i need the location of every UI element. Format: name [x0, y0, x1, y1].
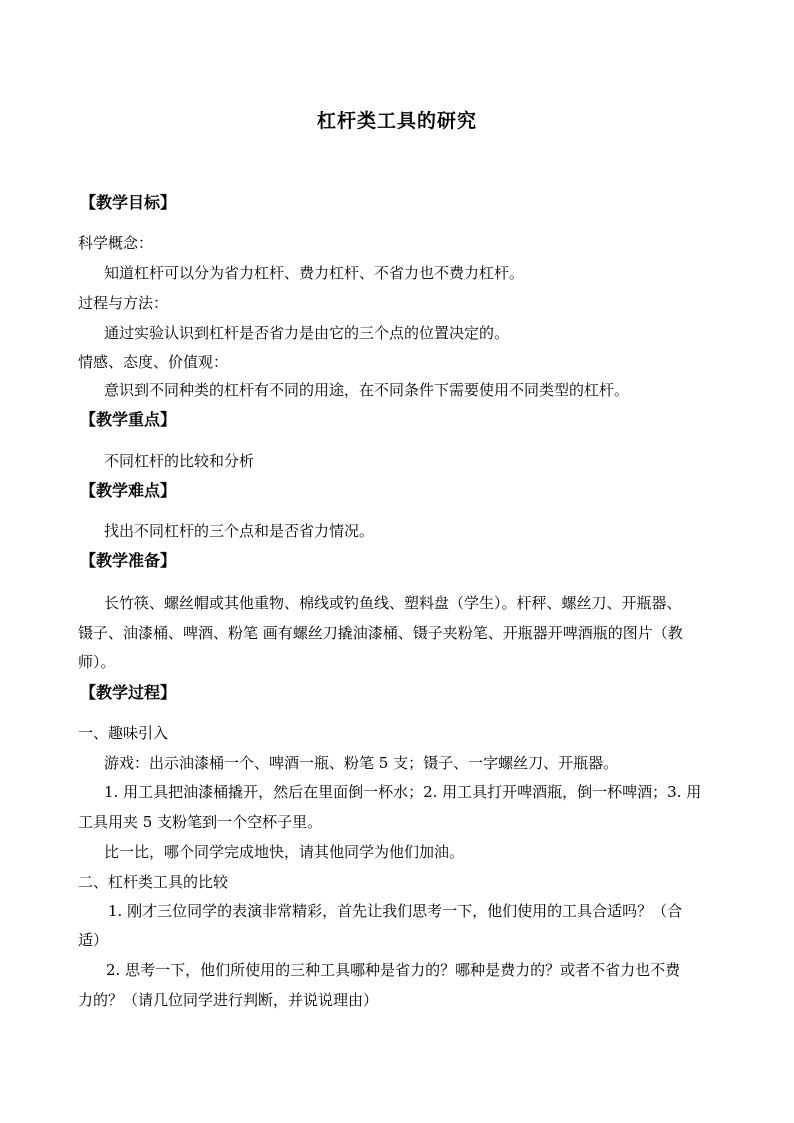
attitude-label: 情感、态度、价值观：: [78, 353, 229, 371]
goals-heading: 【教学目标】: [80, 193, 177, 212]
concept-label: 科学概念：: [78, 234, 154, 252]
preparation-heading: 【教学准备】: [80, 551, 177, 570]
part2-question-2-line-1: 2. 思考一下，他们所使用的三种工具哪种是省力的？哪种是费力的？或者不省力也不费: [106, 961, 681, 979]
preparation-line-2: 镊子、油漆桶、啤酒、粉笔 画有螺丝刀撬油漆桶、镊子夹粉笔、开瓶器开啤酒瓶的图片（教: [78, 624, 683, 642]
preparation-line-1: 长竹筷、螺丝帽或其他重物、棉线或钓鱼线、塑料盘（学生）。杆秤、螺丝刀、开瓶器、: [104, 594, 682, 612]
difficulty-text: 找出不同杠杆的三个点和是否省力情况。: [104, 522, 375, 540]
difficulty-heading: 【教学难点】: [80, 481, 177, 500]
document-title: 杠杆类工具的研究: [316, 110, 477, 132]
process-label: 过程与方法：: [78, 294, 169, 312]
part2-question-1-line-1: 1. 刚才三位同学的表演非常精彩，首先让我们思考一下，他们使用的工具合适吗？（合: [108, 902, 683, 920]
preparation-line-3: 师）。: [78, 653, 116, 671]
part1-compare: 比一比，哪个同学完成地快，请其他同学为他们加油。: [104, 843, 465, 861]
key-point-text: 不同杠杆的比较和分析: [104, 452, 255, 470]
part1-game: 游戏：出示油漆桶一个、啤酒一瓶、粉笔 5 支；镊子、一字螺丝刀、开瓶器。: [104, 754, 619, 772]
part1-title: 一、趣味引入: [78, 724, 169, 742]
part2-question-1-line-2: 适）: [78, 931, 109, 949]
part1-steps-line-2: 工具用夹 5 支粉笔到一个空杯子里。: [78, 813, 323, 831]
part2-question-2-line-2: 力的？（请几位同学进行判断，并说说理由）: [78, 991, 379, 1009]
process-text: 通过实验认识到杠杆是否省力是由它的三个点的位置决定的。: [104, 324, 510, 342]
concept-text: 知道杠杆可以分为省力杠杆、费力杠杆、不省力也不费力杠杆。: [104, 264, 525, 282]
part1-steps-line-1: 1. 用工具把油漆桶撬开，然后在里面倒一杯水；2. 用工具打开啤酒瓶，倒一杯啤酒；3. 用: [104, 783, 702, 801]
key-point-heading: 【教学重点】: [80, 410, 177, 429]
process-heading: 【教学过程】: [80, 683, 177, 702]
part2-title: 二、杠杆类工具的比较: [78, 873, 229, 891]
attitude-text: 意识到不同种类的杠杆有不同的用途，在不同条件下需要使用不同类型的杠杆。: [104, 381, 630, 399]
